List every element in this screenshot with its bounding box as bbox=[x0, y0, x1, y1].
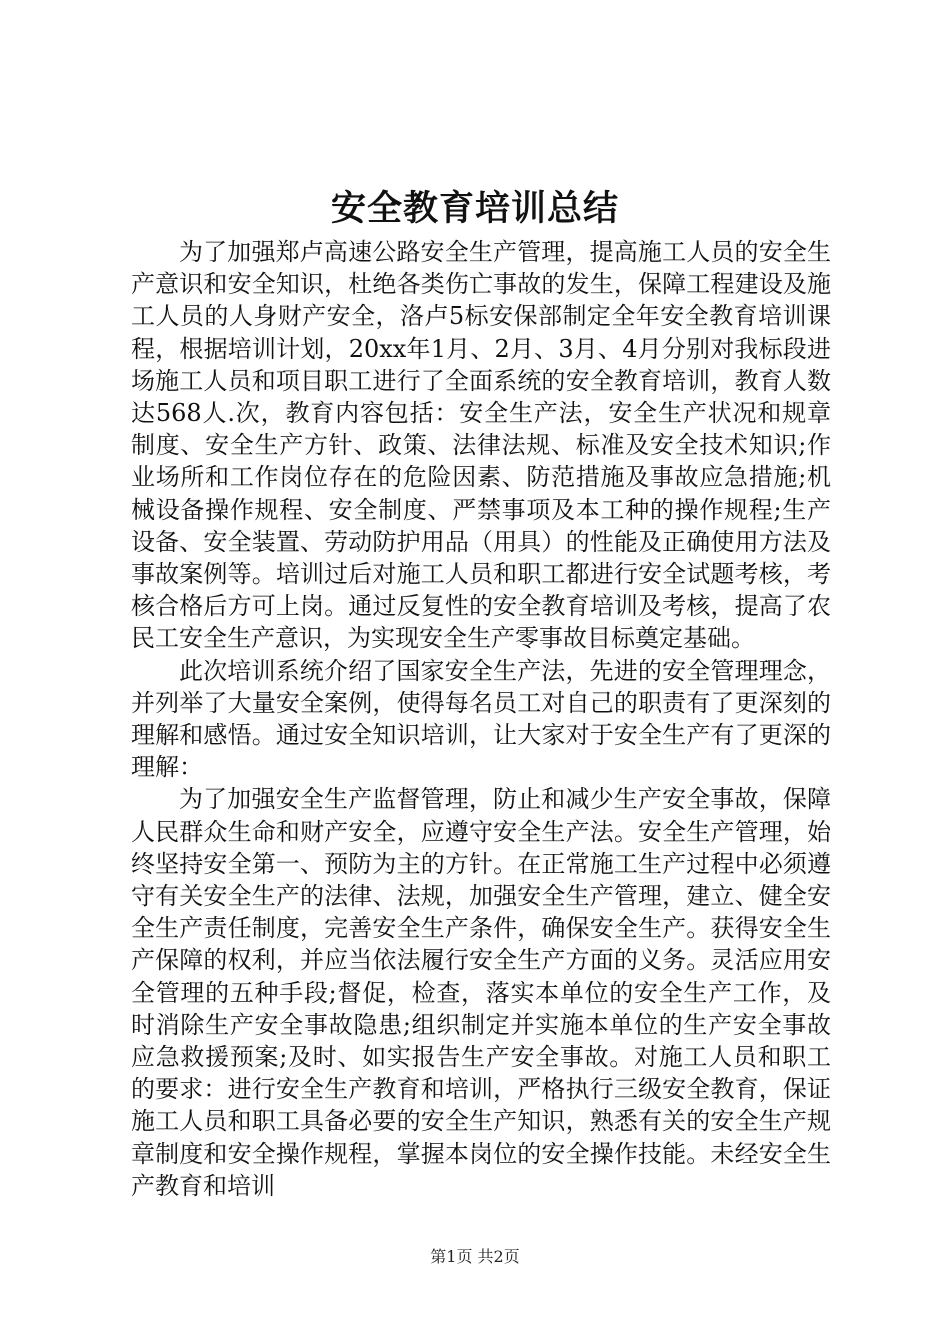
paragraph-2: 此次培训系统介绍了国家安全生产法，先进的安全管理理念，并列举了大量安全案例，使得每名员工对自己的职责有了更深刻的理解和感悟。通过安全知识培训，让大家对于安全生产有了更深的理解： bbox=[131, 656, 831, 782]
paragraph-3: 为了加强安全生产监督管理，防止和减少生产安全事故，保障人民群众生命和财产安全，应遵守安全生产法。安全生产管理，始终坚持安全第一、预防为主的方针。在正常施工生产过程中必须遵守有关安全生产的法律、法规，加强安全生产管理，建立、健全安全生产责任制度，完善安全生产条件，确保安全生产。获得安全生产保障的权利，并应当依法履行安全生产方面的义务。灵活应用安全管理的五种手段;督促，检查，落实本单位的安全生产工作，及时消除生产安全事故隐患;组织制定并实施本单位的生产安全事故应急救援预案;及时、如实报告生产安全事故。对施工人员和职工的要求：进行安全生产教育和培训，严格执行三级安全教育，保证施工人员和职工具备必要的安全生产知识，熟悉有关的安全生产规章制度和安全操作规程，掌握本岗位的安全操作技能。未经安全生产教育和培训 bbox=[131, 785, 831, 1200]
paragraph-1: 为了加强郑卢高速公路安全生产管理，提高施工人员的安全生产意识和安全知识，杜绝各类伤亡事故的发生，保障工程建设及施工人员的人身财产安全，洛卢5标安保部制定全年安全教育培训课程，根据培训计划，20xx年1月、2月、3月、4月分别对我标段进场施工人员和项目职工进行了全面系统的安全教育培训，教育人数达568人.次，教育内容包括：安全生产法，安全生产状况和规章制度、安全生产方针、政策、法律法规、标准及安全技术知识;作业场所和工作岗位存在的危险因素、防范措施及事故应急措施;机械设备操作规程、安全制度、严禁事项及本工种的操作规程;生产设备、安全装置、劳动防护用品（用具）的性能及正确使用方法及事故案例等。培训过后对施工人员和职工都进行安全试题考核，考核合格后方可上岗。通过反复性的安全教育培训及考核，提高了农民工安全生产意识，为实现安全生产零事故目标奠定基础。 bbox=[131, 238, 831, 653]
document-title: 安全教育培训总结 bbox=[330, 188, 619, 229]
document-body bbox=[131, 236, 831, 1202]
page-number-footer: 第1页 共2页 bbox=[430, 1247, 520, 1266]
